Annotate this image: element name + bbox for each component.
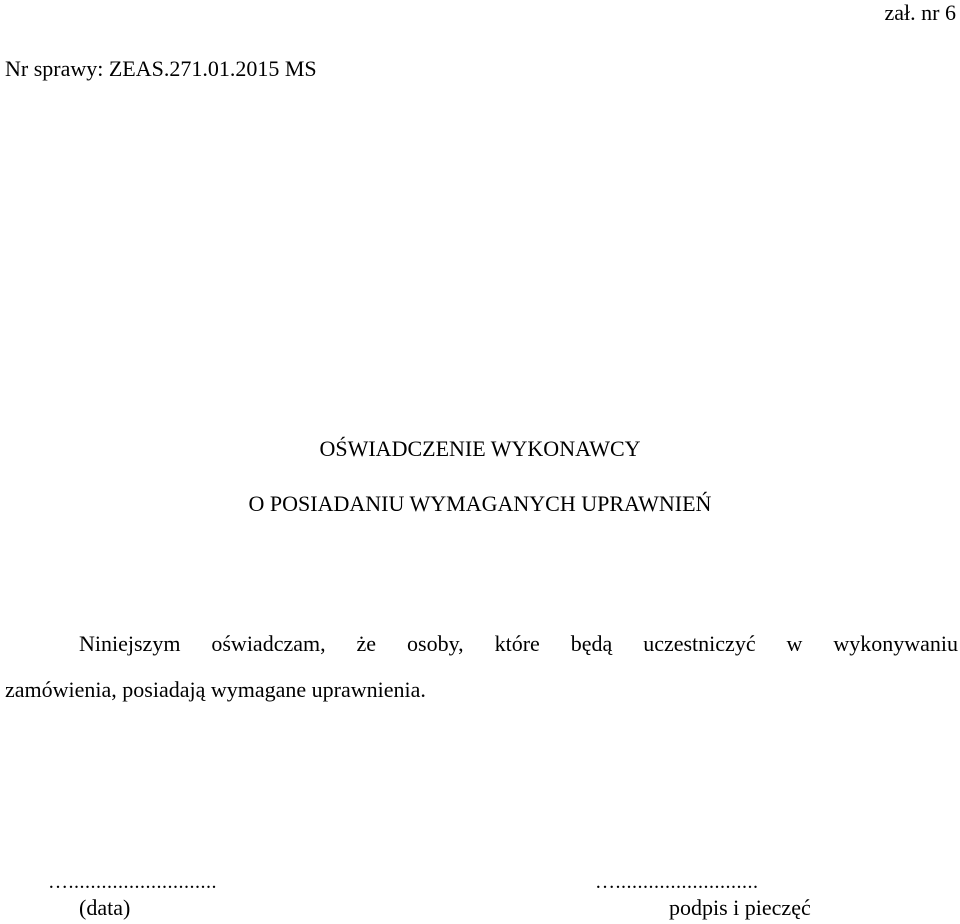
signature-line: ….......................... xyxy=(595,871,759,893)
declaration-text-line-1: Niniejszym oświadczam, że osoby, które będą uczestniczyć w wykonywaniu xyxy=(79,631,958,656)
case-number: Nr sprawy: ZEAS.271.01.2015 MS xyxy=(5,56,317,81)
date-label: (data) xyxy=(79,895,131,920)
declaration-text-line-2: zamówienia, posiadają wymagane uprawnienia. xyxy=(5,677,426,702)
document-title: OŚWIADCZENIE WYKONAWCY xyxy=(319,436,641,461)
attachment-number: zał. nr 6 xyxy=(884,0,956,25)
document-subtitle: O POSIADANIU WYMAGANYCH UPRAWNIEŃ xyxy=(248,491,712,516)
date-signature-line: …........................... xyxy=(48,871,217,893)
signature-label: podpis i pieczęć xyxy=(669,895,811,920)
